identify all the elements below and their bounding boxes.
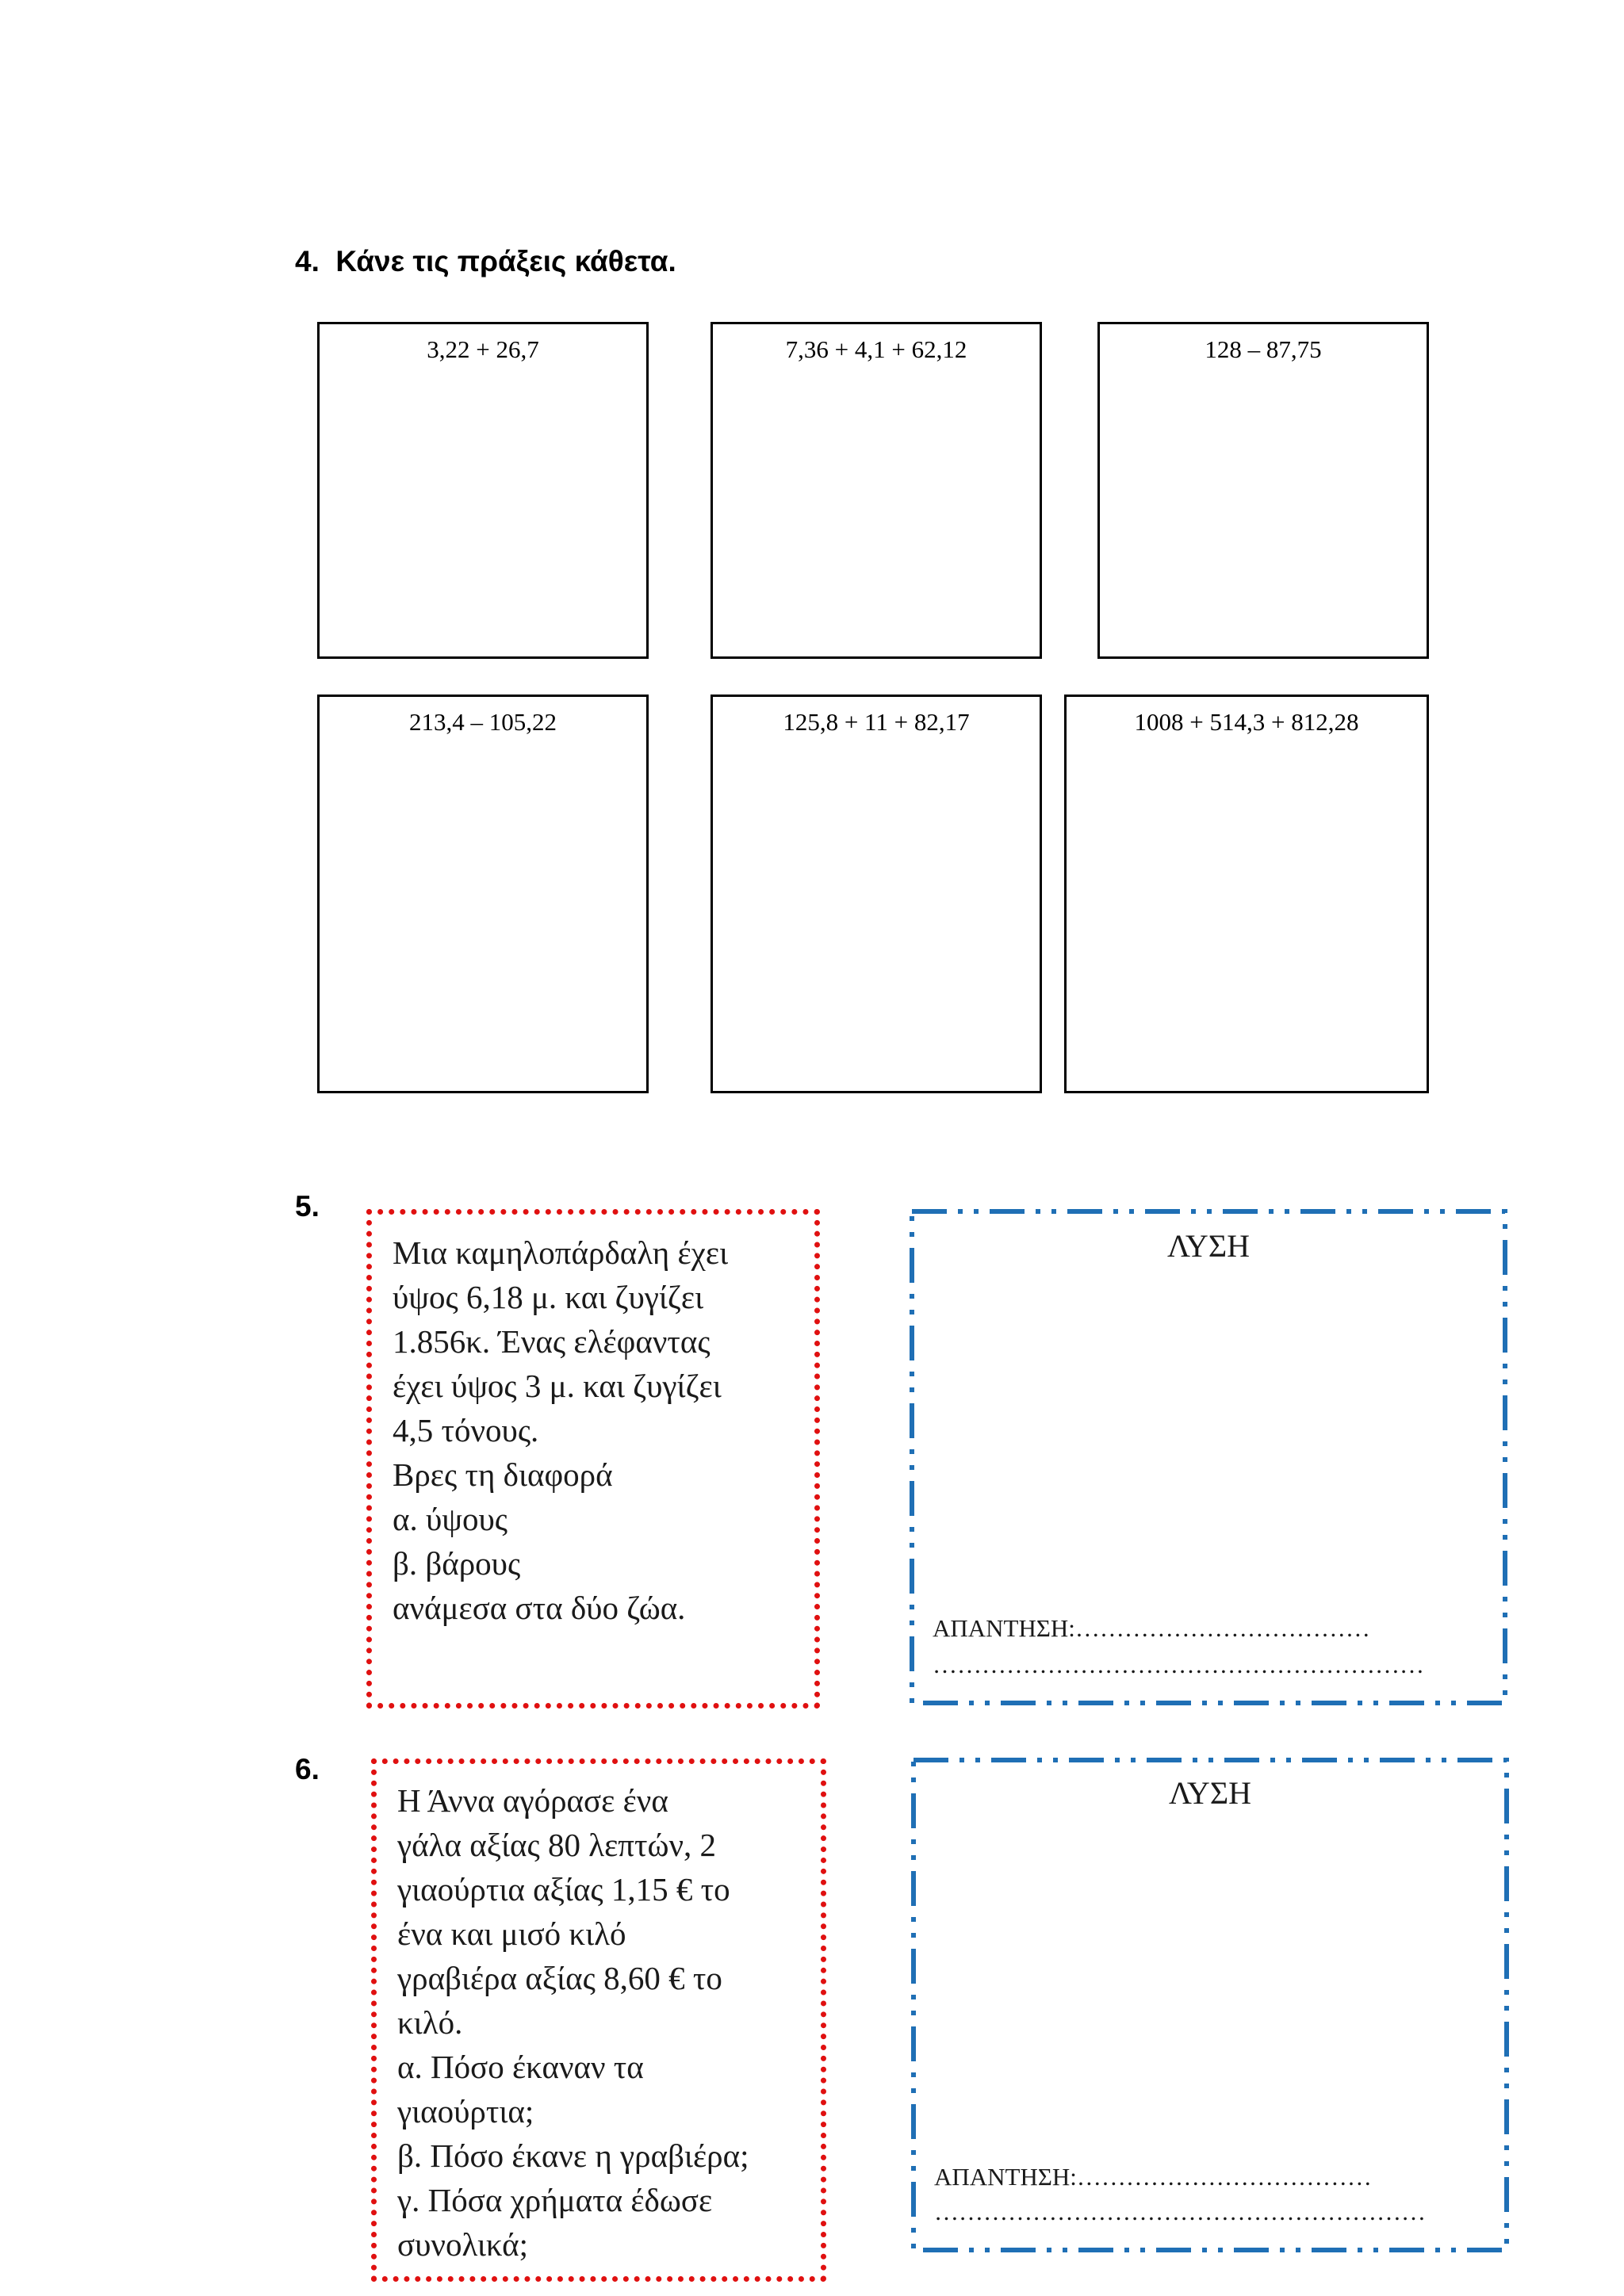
operation-text: 213,4 – 105,22 (409, 708, 557, 736)
operation-text: 1008 + 514,3 + 812,28 (1134, 708, 1359, 736)
problem-line: έχει ύψος 3 μ. και ζυγίζει (393, 1368, 722, 1404)
operation-box-2[interactable] (710, 322, 1042, 659)
problem-line: α. ύψους (393, 1501, 508, 1537)
operation-box-5[interactable] (710, 695, 1042, 1093)
solution-title: ΛΥΣΗ (1169, 1775, 1251, 1811)
answer-line[interactable]: …………………………………………………… (934, 2198, 1426, 2225)
problem-line: γ. Πόσα χρήματα έδωσε (397, 2182, 713, 2218)
problem-line: ανάμεσα στα δύο ζώα. (393, 1590, 686, 1626)
operation-text: 128 – 87,75 (1205, 335, 1322, 363)
problem-line: γραβιέρα αξίας 8,60 € το (397, 1960, 722, 1996)
problem-line: β. βάρους (393, 1545, 521, 1582)
problem-line: γιαούρτια αξίας 1,15 € το (397, 1871, 730, 1908)
problem-line: 4,5 τόνους. (393, 1412, 539, 1448)
problem-line: κιλό. (397, 2004, 463, 2041)
answer-label[interactable]: ΑΠΑΝΤΗΣΗ:……………………………… (934, 2163, 1372, 2191)
exercise-6-number: 6. (295, 1753, 320, 1785)
exercise-6-problem-text (397, 1778, 813, 2267)
operation-text: 125,8 + 11 + 82,17 (783, 708, 970, 736)
operation-box-6[interactable] (1064, 695, 1429, 1093)
problem-line: συνολικά; (397, 2226, 529, 2263)
answer-label[interactable]: ΑΠΑΝΤΗΣΗ:……………………………… (933, 1614, 1370, 1642)
operation-box-4[interactable] (317, 695, 649, 1093)
problem-line: ύψος 6,18 μ. και ζυγίζει (393, 1279, 704, 1315)
answer-line[interactable]: …………………………………………………… (933, 1651, 1424, 1678)
exercise-6-solution-box[interactable] (910, 1757, 1510, 2253)
problem-line: ένα και μισό κιλό (397, 1915, 626, 1952)
operation-text: 3,22 + 26,7 (427, 335, 539, 363)
exercise-6-problem-box (371, 1758, 826, 2282)
exercise-5-number: 5. (295, 1190, 320, 1223)
problem-line: α. Πόσο έκαναν τα (397, 2049, 644, 2085)
exercise-4-title: Κάνε τις πράξεις κάθετα. (335, 245, 676, 277)
exercise-4-number: 4. (295, 245, 320, 277)
operation-box-3[interactable] (1097, 322, 1429, 659)
problem-line: Μια καμηλοπάρδαλη έχει (393, 1234, 729, 1271)
problem-line: 1.856κ. Ένας ελέφαντας (393, 1323, 710, 1360)
problem-line: Η Άννα αγόρασε ένα (397, 1782, 668, 1819)
problem-line: γιαούρτια; (397, 2093, 534, 2130)
exercise-5-solution-box[interactable] (909, 1208, 1508, 1706)
exercise-5-problem-text (393, 1230, 806, 1630)
operation-text: 7,36 + 4,1 + 62,12 (785, 335, 967, 363)
operation-box-1[interactable] (317, 322, 649, 659)
exercise-4-heading (295, 244, 676, 279)
problem-line: β. Πόσο έκανε η γραβιέρα; (397, 2137, 749, 2174)
problem-line: Βρες τη διαφορά (393, 1456, 613, 1493)
solution-title: ΛΥΣΗ (1167, 1228, 1250, 1264)
problem-line: γάλα αξίας 80 λεπτών, 2 (397, 1827, 717, 1863)
exercise-5-problem-box (366, 1209, 820, 1709)
